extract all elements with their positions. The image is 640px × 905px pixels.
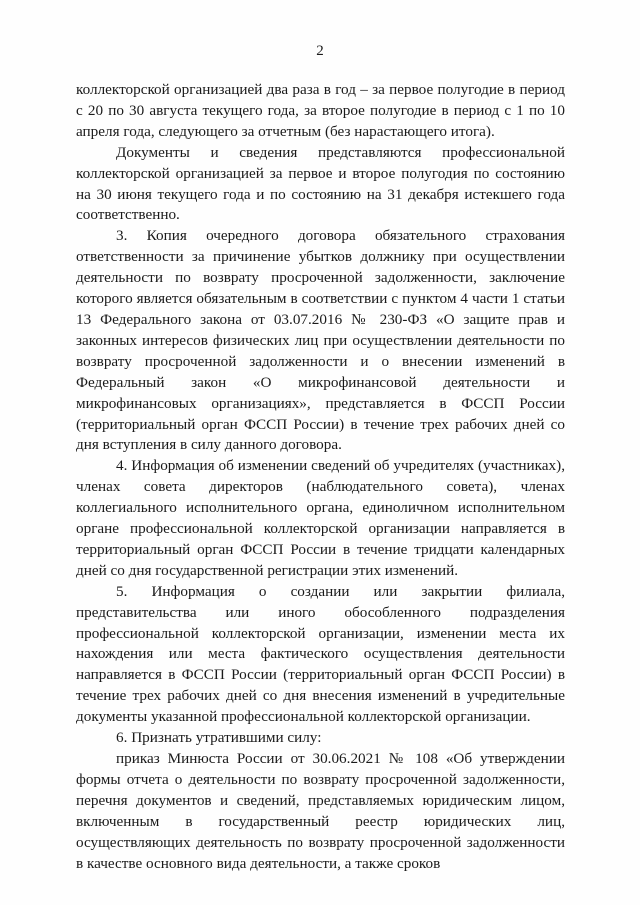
paragraph-item-4: 4. Информация об изменении сведений об учредителях (участниках), членах совета директоров (наблюдательного совета), членах коллегиального исполнительного органа, единоличном исполнительном органе профессиональной коллекторской организации направляется в территориальный орган ФССП России в течение тридцати календарных дней со дня государственной регистрации этих изменений.: [76, 457, 565, 579]
page-number: 2: [316, 43, 324, 59]
document-body: [76, 80, 565, 874]
paragraph-item-3: 3. Копия очередного договора обязательного страхования ответственности за причинение убытков должнику при осуществлении деятельности по возврату просроченной задолженности, заключение которого является обязательным в соответствии с пунктом 4 части 1 статьи 13 Федерального закона от 03.07.2016 № 230-ФЗ «О защите прав и законных интересов физических лиц при осуществлении деятельности по возврату просроченной задолженности и о внесении изменений в Федеральный закон «О микрофинансовой деятельности и микрофинансовых организациях», представляется в ФССП России (территориальный орган ФССП России) в течение трех рабочих дней со дня вступления в силу данного договора.: [76, 227, 565, 454]
paragraph-repealed-order: приказ Минюста России от 30.06.2021 № 108 «Об утверждении формы отчета о деятельности по возврату просроченной задолженности, перечня документов и сведений, представляемых юридическим лицом, включенным в государственный реестр юридических лиц, осуществляющих деятельность по возврату просроченной задолженности в качестве основного вида деятельности, а также сроков: [76, 750, 565, 872]
paragraph-continuation: коллекторской организацией два раза в год – за первое полугодие в период с 20 по 30 августа текущего года, за второе полугодие в период с 1 по 10 апреля года, следующего за отчетным (без нарастающего итога).: [76, 81, 565, 140]
paragraph-item-6: 6. Признать утратившими силу:: [116, 729, 322, 747]
paragraph-item-5: 5. Информация о создании или закрытии филиала, представительства или иного обособленного подразделения профессиональной коллекторской организации, изменении места их нахождения или места фактического осуществления деятельности направляется в ФССП России (территориальный орган ФССП России) в течение трех рабочих дней со дня внесения изменений в учредительные документы указанной профессиональной коллекторской организации.: [76, 582, 565, 726]
paragraph-documents-submission: Документы и сведения представляются профессиональной коллекторской организацией за первое и второе полугодия по состоянию на 30 июня текущего года и по состоянию на 31 декабря истекшего года соответственно.: [76, 143, 565, 224]
